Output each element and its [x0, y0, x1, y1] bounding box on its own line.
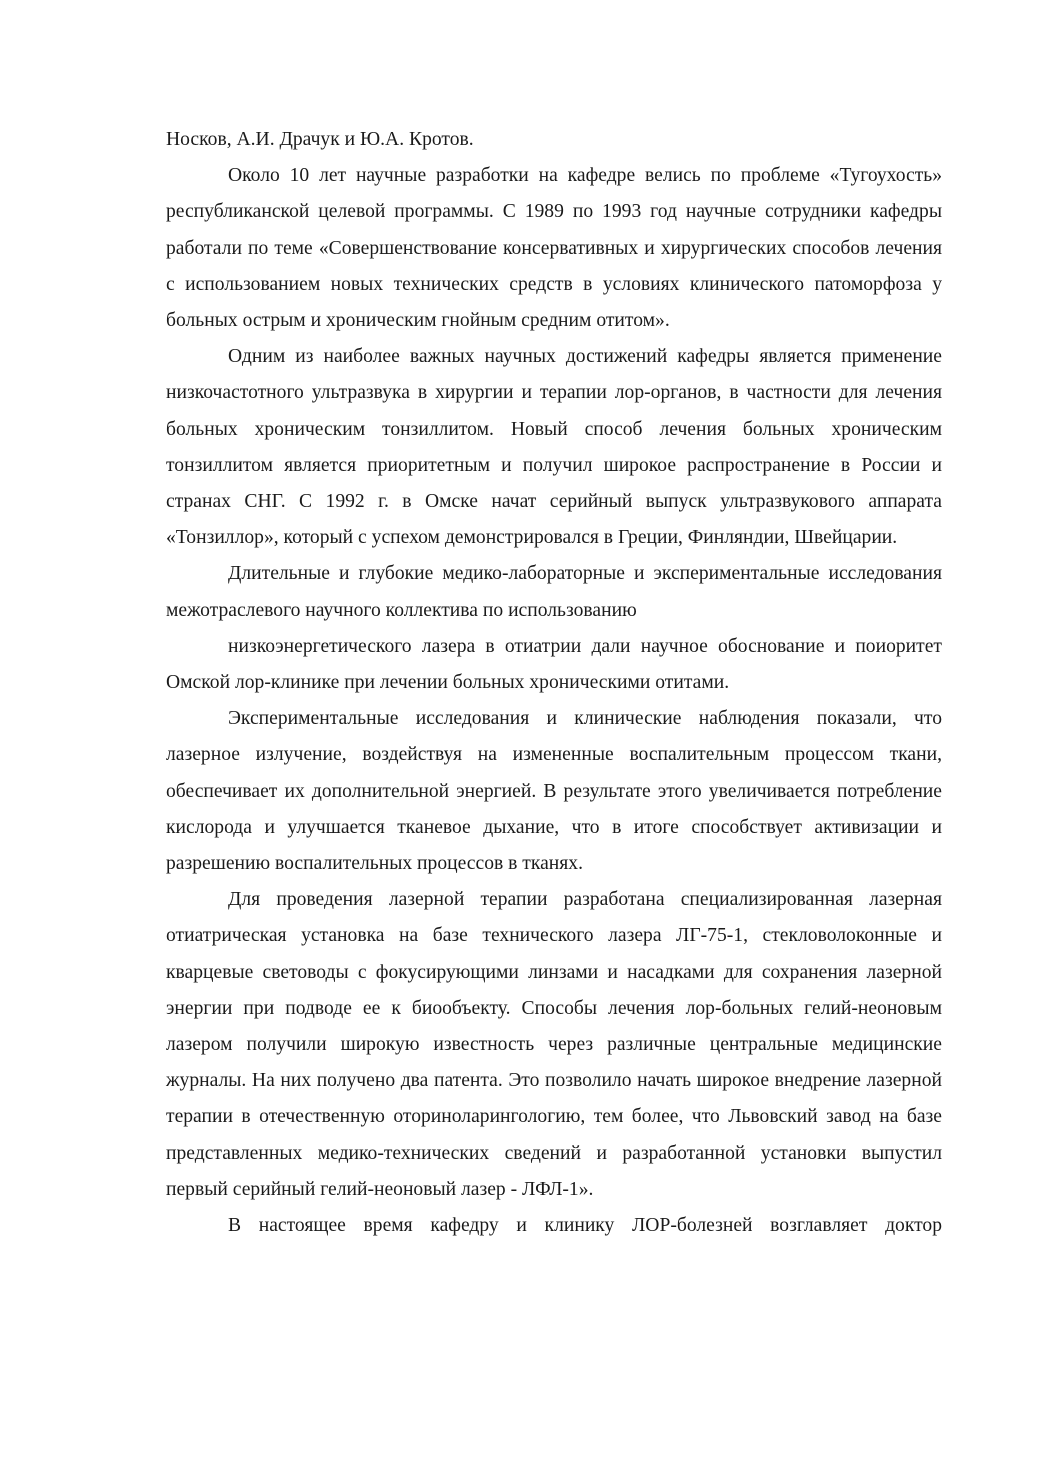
paragraph-laser-installation: Для проведения лазерной терапии разработана специализированная лазерная отиатрическая установка на базе технического лазера ЛГ-75-1, стекловолоконные и кварцевые световоды с фокусирующими линзами и насадками для сохранения лазерной энергии при подводе ее к биообъекту. Способы лечения лор-больных гелий-неоновым лазером получили широкую известность через различные центральные медицинские журналы. На них получено два патента. Это позволило начать широкое внедрение лазерной терапии в отечественную оториноларингологию, тем более, что Львовский завод на базе представленных медико-технических сведений и разработанной установки выпустил первый серийный гелий-неоновый лазер - ЛФЛ-1».: [166, 889, 942, 1200]
paragraph-laser-research-cont: низкоэнергетического лазера в отиатрии дали научное обоснование и поиоритет Омской лор-клинике при лечении больных хроническими отитами.: [166, 635, 942, 694]
document-page: [166, 122, 942, 1244]
paragraph-current-leadership: В настоящее время кафедру и клинику ЛОР-болезней возглавляет доктор: [228, 1215, 942, 1237]
paragraph-ultrasound-achievement: Одним из наиболее важных научных достижений кафедры является применение низкочастотного ультразвука в хирургии и терапии лор-органов, в частности для лечения больных хроническим тонзиллитом. Новый способ лечения больных хроническим тонзиллитом является приоритетным и получил широкое распространение в России и странах СНГ. С 1992 г. в Омске начат серийный выпуск ультразвукового аппарата «Тонзиллор», который с успехом демонстрировался в Греции, Финляндии, Швейцарии.: [166, 346, 942, 549]
paragraph-laser-effects: Экспериментальные исследования и клинические наблюдения показали, что лазерное излучение, воздействуя на измененные воспалительным процессом ткани, обеспечивает их дополнительной энергией. В результате этого увеличивается потребление кислорода и улучшается тканевое дыхание, что в итоге способствует активизации и разрешению воспалительных процессов в тканях.: [166, 708, 942, 875]
paragraph-research-history: Около 10 лет научные разработки на кафедре велись по проблеме «Тугоухость» республиканской целевой программы. С 1989 по 1993 год научные сотрудники кафедры работали по теме «Совершенствование консервативных и хирургических способов лечения с использованием новых технических средств в условиях клинического патоморфоза у больных острым и хроническим гнойным средним отитом».: [166, 165, 942, 332]
paragraph-authors-continuation: Носков, А.И. Драчук и Ю.А. Кротов.: [166, 129, 474, 150]
paragraph-laser-research-intro: Длительные и глубокие медико-лабораторные и экспериментальные исследования межотраслевого научного коллектива по использованию: [166, 563, 942, 621]
